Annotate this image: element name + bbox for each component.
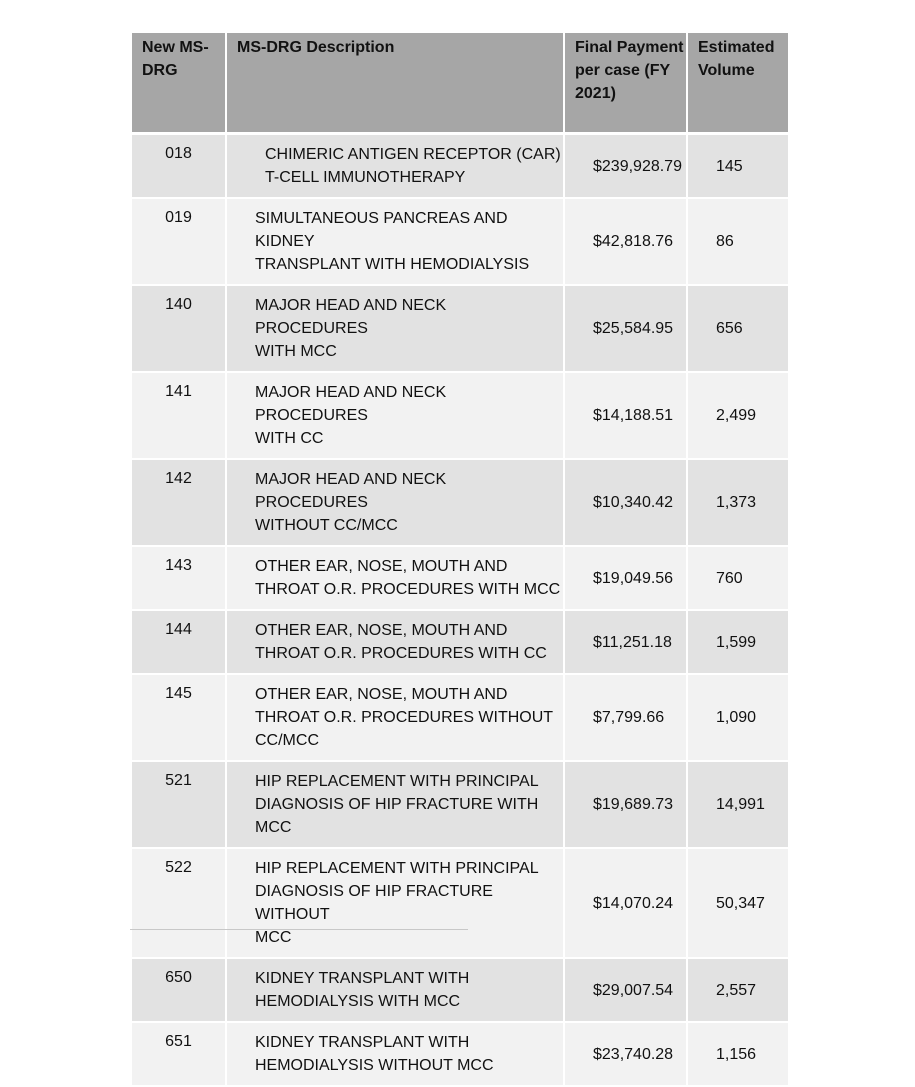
description-line: T-CELL IMMUNOTHERAPY xyxy=(265,169,466,186)
description-line: OTHER EAR, NOSE, MOUTH AND xyxy=(255,686,508,703)
table-row xyxy=(132,849,788,959)
payment-value: $11,251.18 xyxy=(565,611,688,675)
description-line: MAJOR HEAD AND NECK PROCEDURES xyxy=(255,471,447,511)
drg-code: 019 xyxy=(132,199,227,286)
volume-value: 14,991 xyxy=(688,762,788,849)
drg-code: 143 xyxy=(132,547,227,611)
table-row xyxy=(132,199,788,286)
drg-description xyxy=(227,199,565,286)
description-line: MCC xyxy=(255,819,292,836)
description-line: MAJOR HEAD AND NECK PROCEDURES xyxy=(255,384,447,424)
drg-description xyxy=(227,611,565,675)
description-line: KIDNEY TRANSPLANT WITH xyxy=(255,970,470,987)
header-row xyxy=(132,33,788,135)
description-line: WITHOUT CC/MCC xyxy=(255,517,398,534)
description-line: MAJOR HEAD AND NECK PROCEDURES xyxy=(255,297,447,337)
header-payment: Final Payment per case (FY 2021) xyxy=(565,33,688,135)
payment-value: $19,689.73 xyxy=(565,762,688,849)
description-line: OTHER EAR, NOSE, MOUTH AND xyxy=(255,622,508,639)
drg-description xyxy=(227,286,565,373)
description-line: HEMODIALYSIS WITH MCC xyxy=(255,993,461,1010)
description-line: CC/MCC xyxy=(255,732,319,749)
payment-value: $42,818.76 xyxy=(565,199,688,286)
payment-value: $25,584.95 xyxy=(565,286,688,373)
table-row xyxy=(132,959,788,1023)
drg-description xyxy=(227,849,565,959)
drg-description xyxy=(227,373,565,460)
drg-description xyxy=(227,762,565,849)
description-line: DIAGNOSIS OF HIP FRACTURE WITHOUT xyxy=(255,883,493,923)
volume-value: 1,373 xyxy=(688,460,788,547)
description-line: THROAT O.R. PROCEDURES WITH CC xyxy=(255,645,547,662)
volume-value: 760 xyxy=(688,547,788,611)
table-row xyxy=(132,675,788,762)
volume-value: 656 xyxy=(688,286,788,373)
description-line: SIMULTANEOUS PANCREAS AND KIDNEY xyxy=(255,210,508,250)
payment-value: $14,188.51 xyxy=(565,373,688,460)
description-line: TRANSPLANT WITH HEMODIALYSIS xyxy=(255,256,530,273)
payment-value: $239,928.79 xyxy=(565,135,688,199)
volume-value: 50,347 xyxy=(688,849,788,959)
description-line: WITH CC xyxy=(255,430,324,447)
table-row xyxy=(132,373,788,460)
drg-description xyxy=(227,675,565,762)
header-description: MS-DRG Description xyxy=(227,33,565,135)
drg-code: 141 xyxy=(132,373,227,460)
payment-value: $14,070.24 xyxy=(565,849,688,959)
table-row xyxy=(132,286,788,373)
volume-value: 1,090 xyxy=(688,675,788,762)
volume-value: 86 xyxy=(688,199,788,286)
description-line: MCC xyxy=(255,929,292,946)
payment-value: $23,740.28 xyxy=(565,1023,688,1087)
description-line: HIP REPLACEMENT WITH PRINCIPAL xyxy=(255,773,539,790)
footnote-divider xyxy=(130,929,468,930)
description-line: DIAGNOSIS OF HIP FRACTURE WITH xyxy=(255,796,539,813)
drg-description xyxy=(227,959,565,1023)
payment-value: $19,049.56 xyxy=(565,547,688,611)
drg-description xyxy=(227,547,565,611)
volume-value: 2,499 xyxy=(688,373,788,460)
drg-code: 521 xyxy=(132,762,227,849)
drg-code: 144 xyxy=(132,611,227,675)
drg-description xyxy=(227,135,565,199)
description-line: THROAT O.R. PROCEDURES WITHOUT xyxy=(255,709,554,726)
volume-value: 2,557 xyxy=(688,959,788,1023)
drg-code: 142 xyxy=(132,460,227,547)
header-volume: Estimated Volume xyxy=(688,33,788,135)
table-row xyxy=(132,547,788,611)
drg-code: 651 xyxy=(132,1023,227,1087)
volume-value: 145 xyxy=(688,135,788,199)
table-row xyxy=(132,135,788,199)
drg-code: 145 xyxy=(132,675,227,762)
description-line: WITH MCC xyxy=(255,343,337,360)
table-row xyxy=(132,460,788,547)
drg-description xyxy=(227,1023,565,1087)
payment-value: $10,340.42 xyxy=(565,460,688,547)
table-row xyxy=(132,762,788,849)
payment-value: $7,799.66 xyxy=(565,675,688,762)
drg-code: 522 xyxy=(132,849,227,959)
drg-description xyxy=(227,460,565,547)
description-line: HIP REPLACEMENT WITH PRINCIPAL xyxy=(255,860,539,877)
drg-code: 650 xyxy=(132,959,227,1023)
table-row xyxy=(132,611,788,675)
description-line: KIDNEY TRANSPLANT WITH xyxy=(255,1034,470,1051)
table-row xyxy=(132,1023,788,1087)
description-line: CHIMERIC ANTIGEN RECEPTOR (CAR) xyxy=(265,146,561,163)
description-line: THROAT O.R. PROCEDURES WITH MCC xyxy=(255,581,561,598)
description-line: HEMODIALYSIS WITHOUT MCC xyxy=(255,1057,494,1074)
drg-code: 018 xyxy=(132,135,227,199)
payment-value: $29,007.54 xyxy=(565,959,688,1023)
volume-value: 1,156 xyxy=(688,1023,788,1087)
description-line: OTHER EAR, NOSE, MOUTH AND xyxy=(255,558,508,575)
header-code: New MS-DRG xyxy=(132,33,227,135)
volume-value: 1,599 xyxy=(688,611,788,675)
drg-code: 140 xyxy=(132,286,227,373)
